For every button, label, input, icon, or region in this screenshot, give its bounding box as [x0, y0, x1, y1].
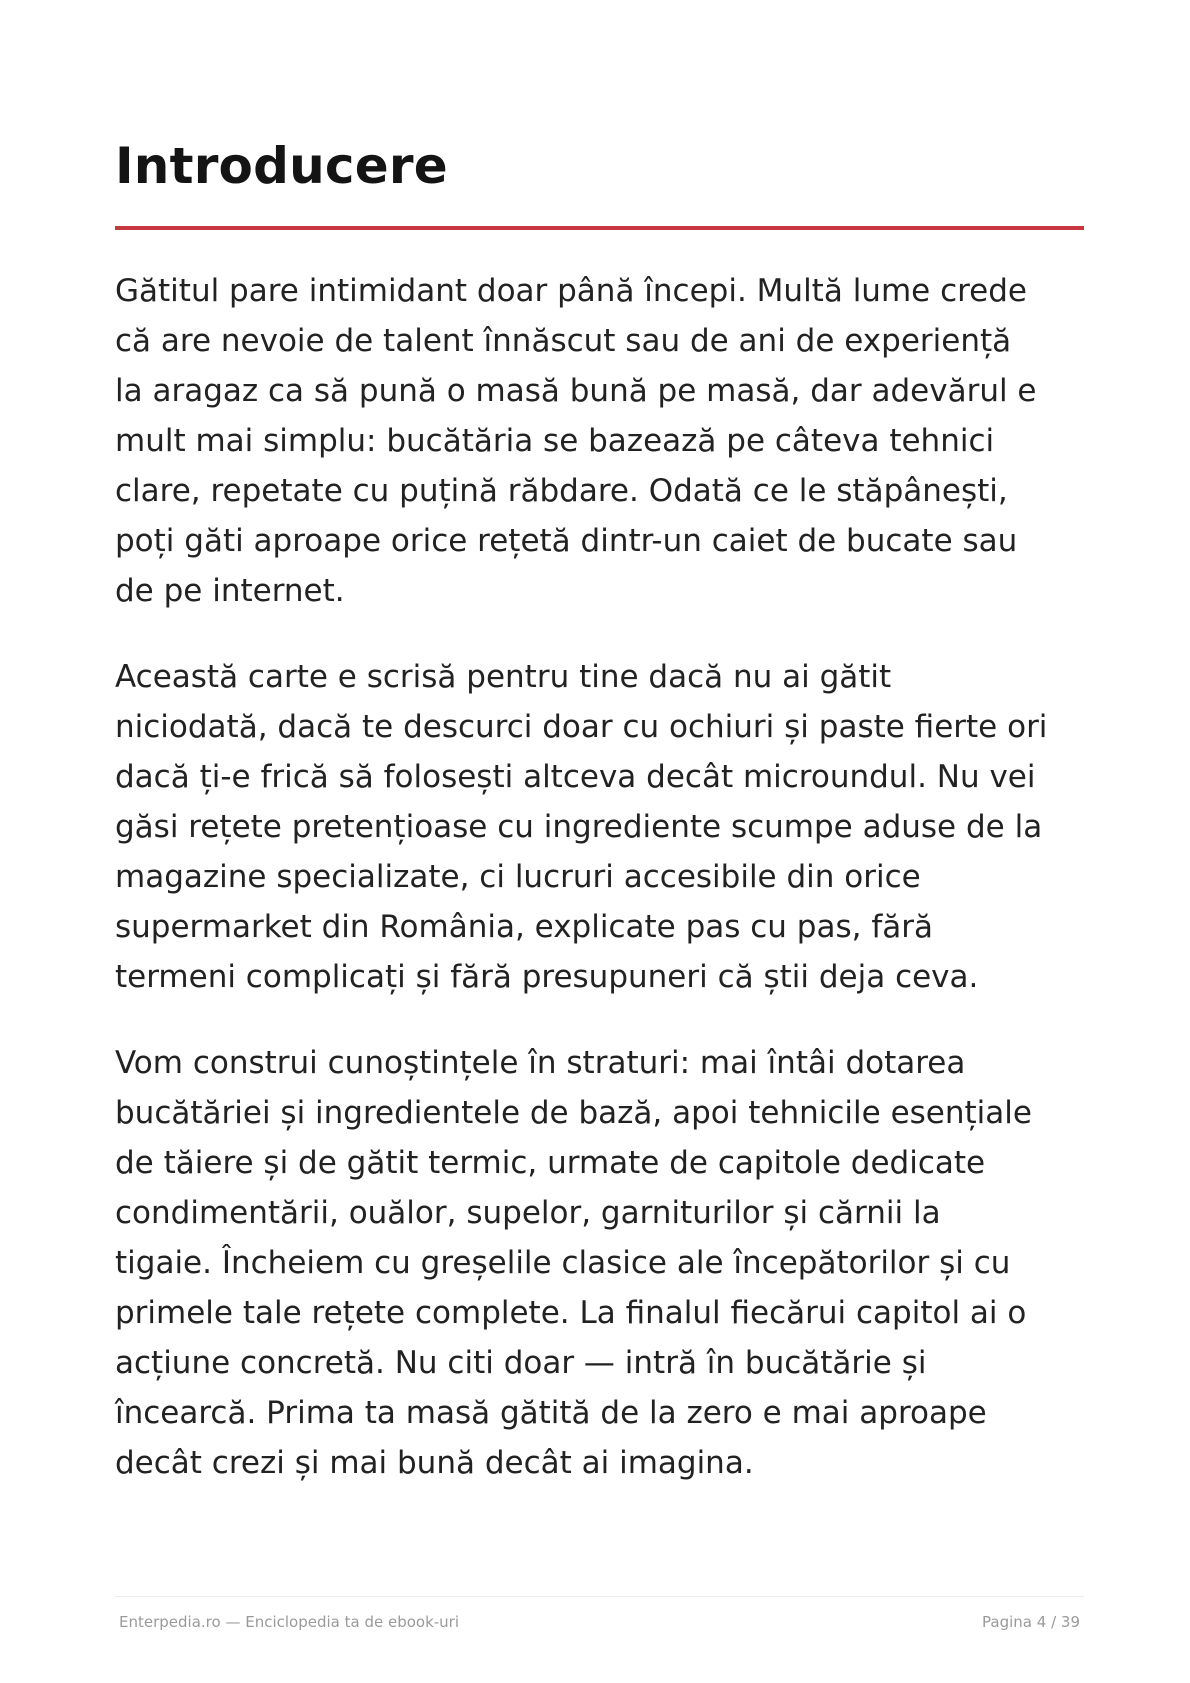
body-text: [115, 266, 1095, 1524]
paragraph-1: Gătitul pare intimidant doar până începi. Multă lume crede că are nevoie de talent înnăscut sau de ani de experiență la aragaz ca să pună o masă bună pe masă, dar adevărul e mult mai simplu: bucătăria se bazează pe câteva tehnici clare, repetate cu puțină răbdare. Odată ce le stăpânești, poți găti aproape orice rețetă dintr-un caiet de bucate sau de pe internet.: [115, 273, 1037, 609]
page-title: Introducere: [115, 137, 448, 195]
title-divider: [115, 226, 1084, 230]
footer-divider: [115, 1596, 1084, 1597]
footer-site-name: Enterpedia.ro — Enciclopedia ta de ebook-uri: [119, 1613, 460, 1631]
paragraph-2: Această carte e scrisă pentru tine dacă nu ai gătit niciodată, dacă te descurci doar cu ochiuri și paste fierte ori dacă ți-e frică să folosești altceva decât microundul. Nu vei găsi rețete pretențioase cu ingrediente scumpe aduse de la magazine specializate, ci lucruri accesibile din orice supermarket din România, explicate pas cu pas, fără termeni complicați și fără presupuneri că știi deja ceva.: [115, 659, 1048, 995]
paragraph-3: Vom construi cunoștințele în straturi: mai întâi dotarea bucătăriei și ingredientele de bază, apoi tehnicile esențiale de tăiere și de gătit termic, urmate de capitole dedicate condimentării, ouălor, supelor, garniturilor și cărnii la tigaie. Încheiem cu greșelile clasice ale începătorilor și cu primele tale rețete complete. La finalul fiecărui capitol ai o acțiune concretă. Nu citi doar — intră în bucătărie și încearcă. Prima ta masă gătită de la zero e mai aproape decât crezi și mai bună decât ai imagina.: [115, 1045, 1032, 1481]
footer-page-number: Pagina 4 / 39: [982, 1613, 1080, 1631]
